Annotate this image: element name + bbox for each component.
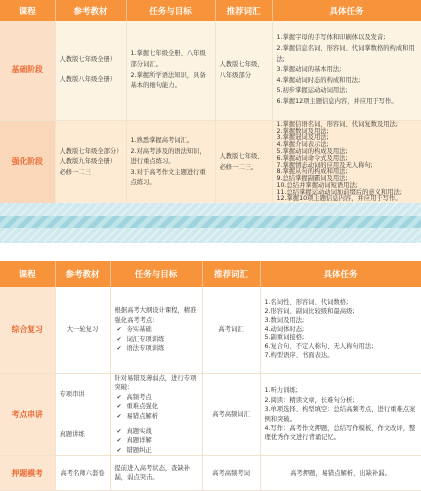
goal-cell	[110, 287, 202, 374]
task-item: 2.阅读：精读文章，长难句分析;	[264, 396, 355, 404]
table-row	[0, 21, 421, 121]
task-item: 4.掌握介词表示法;	[276, 141, 329, 149]
header-goal: 任务与目标	[110, 261, 202, 287]
task-item: 6.掌握动词命令式及用法;	[276, 154, 348, 162]
material-cell	[55, 21, 126, 121]
stage-label: 综合复习	[0, 287, 55, 374]
task-item: 3.掌握冠词及用法;	[276, 134, 329, 142]
task-item: 4.动词体时态;	[264, 325, 305, 333]
task-item: 6.复合句、不定人称句、无人称句用法;	[264, 343, 374, 351]
tasks-cell	[260, 374, 421, 456]
material-item: 专项串讲	[59, 391, 85, 399]
table-row	[0, 287, 421, 374]
material-cell	[55, 374, 110, 456]
header-row	[0, 261, 421, 287]
header-tasks: 具体任务	[260, 261, 421, 287]
task-item: 4.写作：高考作文押题，总结写作模板，作文改评，整理优秀作文进行背诵记忆。	[264, 425, 416, 442]
material-item: 真题讲练	[59, 430, 85, 438]
goal-item: ✔ 词汇专项训练	[115, 335, 198, 344]
header-tasks: 具体任务	[272, 0, 421, 21]
goal-item: 3.对于高考作文主题进行重点练习。	[130, 168, 206, 187]
header-course: 课程	[0, 261, 55, 287]
goal-item: 2.掌握所学语法知识，具备基本的细句能力。	[130, 71, 206, 90]
task-item: 5.副重词接格;	[264, 334, 305, 342]
vocab-text: 人教版七年级、八年级部分	[219, 60, 264, 79]
goal-item: ✔ 易错点解析	[115, 412, 198, 421]
task-item: 8.掌握从句的构成和用法;	[276, 168, 348, 176]
task-item: 2.掌握数词及用法;	[276, 127, 329, 135]
header-row	[0, 0, 421, 21]
vocab-cell	[215, 121, 272, 205]
goal-text: 提前进入高考状态，查缺补漏，弱点突击。	[114, 464, 191, 482]
header-vocab: 推荐词汇	[215, 0, 272, 21]
table-row	[0, 374, 421, 456]
tasks-cell: 高考押题，易错点解析，出缺补漏。	[260, 456, 421, 491]
material-cell: 大一轮复习	[55, 287, 110, 374]
task-item: 1.听力训练;	[264, 387, 298, 395]
vocab-cell: 高考高频词汇	[202, 374, 260, 456]
goal-item: ✔ 语法专项训练	[115, 344, 198, 353]
material-item: 人教版八年级全册）	[59, 76, 117, 83]
task-item: 4.掌握动词时态的构成和用法;	[276, 76, 361, 84]
task-item: 9.总结掌握副霸词及用法;	[276, 175, 348, 183]
tasks-cell	[272, 21, 421, 121]
vocab-cell	[215, 21, 272, 121]
task-item: 1.掌握信语名词、形容词、代词复数及用法;	[276, 120, 398, 128]
vocab-cell: 高考高频考词	[202, 456, 260, 491]
header-material: 参考教材	[55, 261, 110, 287]
task-item: 3.数词及用法;	[264, 316, 305, 324]
goal-intro: 针对易错及薄弱点，进行专项突破：	[114, 375, 197, 392]
course-table-bottom	[0, 261, 421, 491]
task-item: 2.形容词、副词比较级和最高级;	[264, 308, 355, 315]
material-item: 人教版九年级全册）	[59, 158, 117, 166]
task-item: 2.掌握信息名词、形容词、代词掌数格的构成和用法;	[276, 45, 415, 63]
task-item: 1.名词性、形容词、代词数格;	[264, 299, 349, 307]
task-item: 7.构型语序、书面表达。	[264, 351, 334, 359]
table-row	[0, 456, 421, 491]
tasks-cell	[272, 121, 421, 205]
goal-cell	[126, 121, 215, 205]
task-item: 3.单项选择、构型填空：总结高频考点，进行重难点案例和突破。	[264, 406, 416, 423]
material-cell	[55, 121, 126, 205]
divider-band	[0, 216, 421, 228]
task-item: 3.掌握动词的基本用法;	[276, 66, 342, 74]
header-material: 参考教材	[55, 0, 126, 21]
tasks-cell	[260, 287, 421, 374]
stage-label: 押题模考	[0, 456, 55, 491]
goal-cell	[126, 21, 215, 121]
goal-item: ✔ 真题详解	[115, 436, 198, 445]
goal-list	[115, 325, 198, 353]
zigzag-divider	[0, 203, 421, 243]
goal-cell	[110, 456, 202, 491]
material-item: 人教版七年级全册）	[59, 56, 117, 64]
material-item: 人教版七年级全部分）	[59, 147, 123, 155]
task-item: 6.掌握12项主题信息内容，并应用于写作。	[276, 97, 398, 105]
task-item: 5.初步掌握运动动词用法;	[276, 87, 348, 95]
header-course: 课程	[0, 0, 55, 21]
vocab-text: 人教版七年级、必修一二三。	[219, 152, 264, 171]
goal-item: ✔ 错题纠正	[115, 446, 198, 455]
task-item: 5.掌握动词的构成及用法;	[276, 147, 348, 155]
header-vocab: 推荐词汇	[202, 261, 260, 287]
goal-item: 1.熟悉掌握高考词汇。	[130, 137, 194, 145]
goal-item: ✔ 高频考点	[115, 393, 198, 402]
goal-intro: 根据高考大纲设计课程，精准强化高考考点：	[114, 307, 197, 324]
task-item: 7.掌握情态动词的应用及无人称句;	[276, 161, 373, 169]
goal-item: ✔ 重难点强化	[115, 402, 198, 411]
header-goal: 任务与目标	[126, 0, 215, 21]
goal-item: 1.掌握七年级全册、八年级部分词汇。	[130, 50, 206, 68]
table-row	[0, 121, 421, 205]
stage-label: 考点串讲	[0, 374, 55, 456]
task-item: 11.总结掌握运动动词加前缀后的意义和用法;	[276, 188, 402, 196]
stage-label: 基础阶段	[0, 21, 55, 121]
task-item: 10.总结并掌握动词短语用法;	[276, 181, 358, 189]
task-item: 1.掌握字母的手写体和印刷体以及发音;	[276, 34, 386, 42]
goal-list	[115, 393, 198, 421]
goal-item: ✔ 真题实战	[115, 427, 198, 436]
stage-label: 强化阶段	[0, 121, 55, 205]
goal-item: 2.对高考涉及的语法知识，进行重点练习。	[130, 147, 206, 166]
course-table-top	[0, 0, 421, 205]
material-item: 必修一二三	[59, 168, 91, 176]
task-item: 12.掌握10项主题信息内容，并应用于写作。	[276, 195, 402, 203]
material-cell: 高考名师六套卷	[55, 456, 110, 491]
goal-cell	[110, 374, 202, 456]
goal-list	[115, 427, 198, 455]
goal-item: ✔ 夯实基础	[115, 325, 198, 334]
vocab-cell: 高考词汇	[202, 287, 260, 374]
